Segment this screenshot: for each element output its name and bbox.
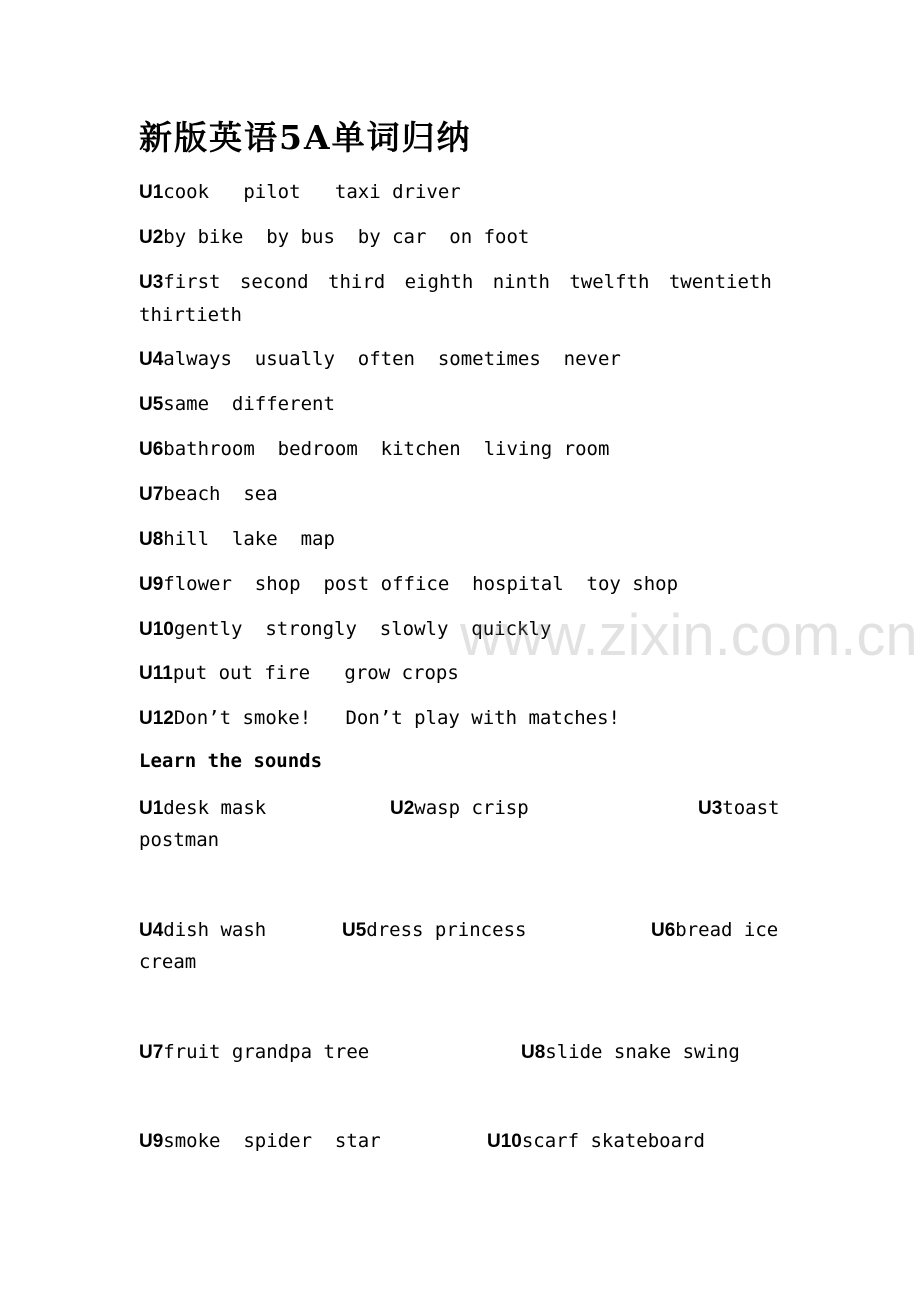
unit-label: U5 [139,394,164,415]
sound-label: U4 [139,920,164,941]
unit-words: gently strongly slowly quickly [173,618,552,640]
sound-words: toast [722,797,780,819]
unit-line [139,527,335,552]
sound-label: U2 [390,798,415,819]
unit-line [139,347,621,372]
sound-entry [698,796,780,821]
unit-label: U6 [139,439,164,460]
sound-words: fruit grandpa tree [163,1041,370,1063]
unit-line [139,572,678,597]
unit-words: put out fire grow crops [172,662,459,684]
sound-label: U10 [487,1131,522,1152]
unit-line [139,266,784,332]
sounds-heading: Learn the sounds [139,750,323,772]
sound-label: U7 [139,1042,164,1063]
unit-label: U11 [139,663,173,684]
unit-label: U9 [139,574,164,595]
sound-entry [139,918,266,943]
unit-label: U7 [139,484,164,505]
unit-words: beach sea [163,483,278,505]
unit-label: U1 [139,182,164,203]
sound-words: wasp crisp [414,797,529,819]
unit-label: U8 [139,529,164,550]
unit-label: U2 [139,227,164,248]
unit-label: U4 [139,349,164,370]
unit-words: same different [163,393,335,415]
sound-label: U3 [698,798,723,819]
page-title: 新版英语5A单词归纳 [139,118,472,157]
unit-words: bathroom bedroom kitchen living room [163,438,610,460]
sound-entry [390,796,529,821]
sound-label: U9 [139,1131,164,1152]
sound-entry [342,918,526,943]
sound-entry [139,796,266,821]
sound-entry [651,918,778,943]
sound-entry [521,1040,740,1065]
sound-words: dish wash [163,919,267,941]
unit-line [139,706,620,731]
unit-line [139,225,529,250]
sound-label: U1 [139,798,164,819]
unit-label: U12 [139,708,174,729]
unit-label: U10 [139,619,174,640]
unit-line [139,392,335,417]
sound-entry [139,1129,381,1154]
unit-words: always usually often sometimes never [163,348,621,370]
unit-words: by bike by bus by car on foot [163,226,530,248]
sound-words: dress princess [366,919,527,941]
unit-line [139,437,609,462]
unit-label: U3 [139,272,164,293]
sound-label: U6 [651,920,676,941]
sound-words: smoke spider star [163,1130,381,1152]
sound-words: bread ice [675,919,779,941]
sound-entry-continued: cream [139,951,197,973]
watermark: www.zixin.com.cn [460,603,918,668]
sound-entry-continued: postman [139,829,220,851]
unit-words: first second third eighth ninth twelfth twentieth thirtieth [139,271,772,326]
sound-label: U5 [342,920,367,941]
sound-words: slide snake swing [545,1041,740,1063]
unit-line [139,180,461,205]
sound-words: scarf skateboard [521,1130,705,1152]
unit-words: hill lake map [163,528,335,550]
unit-line [139,482,278,507]
sound-words: desk mask [163,797,267,819]
unit-words: Don’t smoke! Don’t play with matches! [173,707,620,729]
unit-words: cook pilot taxi driver [163,181,461,203]
sound-entry [139,1040,369,1065]
sound-entry [487,1129,705,1154]
unit-line [139,661,459,686]
unit-words: flower shop post office hospital toy shop [163,573,679,595]
sound-label: U8 [521,1042,546,1063]
